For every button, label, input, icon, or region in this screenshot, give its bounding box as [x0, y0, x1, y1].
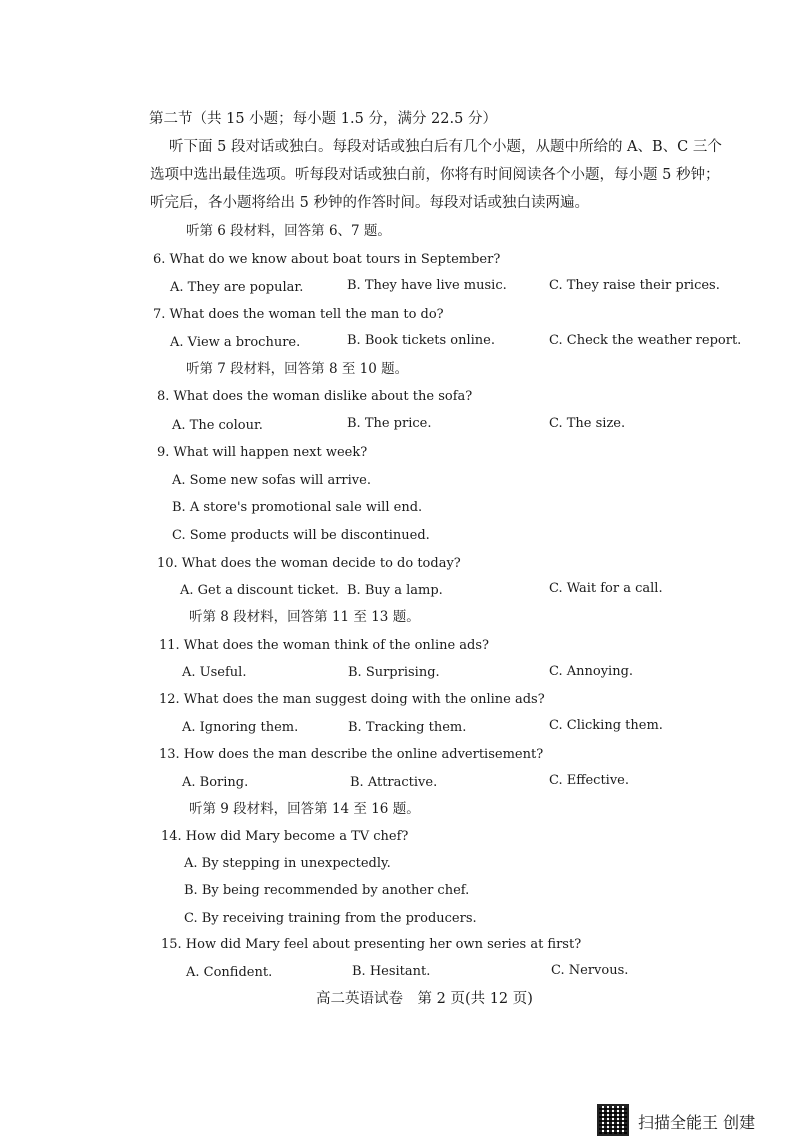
- question-6-option-c: C. They raise their prices.: [549, 278, 720, 293]
- question-13-option-c: C. Effective.: [549, 773, 629, 788]
- question-8-option-b: B. The price.: [347, 416, 432, 431]
- question-15-option-b: B. Hesitant.: [352, 964, 431, 979]
- qr-code-icon: [597, 1104, 629, 1136]
- question-14-option-c: C. By receiving training from the producers.: [184, 911, 477, 926]
- question-10-option-c: C. Wait for a call.: [549, 581, 663, 596]
- question-10: 10. What does the woman decide to do today?: [157, 556, 461, 571]
- question-12-option-c: C. Clicking them.: [549, 718, 663, 733]
- question-11: 11. What does the woman think of the online ads?: [159, 638, 490, 653]
- sub-instruction-4: 听第 9 段材料，回答第 14 至 16 题。: [189, 801, 420, 817]
- question-12-option-b: B. Tracking them.: [348, 720, 467, 735]
- page-footer: 高二英语试卷 第 2 页(共 12 页): [316, 991, 533, 1007]
- section-title: 第二节（共 15 小题；每小题 1.5 分，满分 22.5 分）: [149, 111, 497, 127]
- intro-line-1: 听下面 5 段对话或独白。每段对话或独白后有几个小题，从题中所给的 A、B、C 三个: [169, 139, 722, 155]
- question-14: 14. How did Mary become a TV chef?: [161, 829, 409, 844]
- question-8-option-a: A. The colour.: [172, 418, 263, 433]
- question-6-option-b: B. They have live music.: [347, 278, 507, 293]
- question-8-option-c: C. The size.: [549, 416, 626, 431]
- question-11-option-c: C. Annoying.: [549, 664, 634, 679]
- sub-instruction-1: 听第 6 段材料，回答第 6、7 题。: [186, 223, 391, 239]
- question-10-option-a: A. Get a discount ticket.: [180, 583, 339, 598]
- question-15-option-a: A. Confident.: [186, 965, 273, 980]
- question-6-option-a: A. They are popular.: [170, 280, 304, 295]
- question-7-option-a: A. View a brochure.: [170, 335, 301, 350]
- question-6: 6. What do we know about boat tours in September?: [153, 252, 501, 267]
- intro-line-2: 选项中选出最佳选项。听每段对话或独白前，你将有时间阅读各个小题，每小题 5 秒钟；: [150, 167, 720, 183]
- question-15-option-c: C. Nervous.: [551, 963, 629, 978]
- question-13-option-b: B. Attractive.: [350, 775, 438, 790]
- intro-line-3: 听完后，各小题将给出 5 秒钟的作答时间。每段对话或独白读两遍。: [150, 195, 589, 211]
- question-7-option-c: C. Check the weather report.: [549, 333, 742, 348]
- question-9: 9. What will happen next week?: [157, 445, 368, 460]
- question-15: 15. How did Mary feel about presenting her own series at first?: [161, 937, 582, 952]
- question-7-option-b: B. Book tickets online.: [347, 333, 496, 348]
- scanner-watermark: 扫描全能王 创建: [638, 1113, 756, 1132]
- question-13-option-a: A. Boring.: [182, 775, 249, 790]
- sub-instruction-3: 听第 8 段材料，回答第 11 至 13 题。: [189, 609, 420, 625]
- question-10-option-b: B. Buy a lamp.: [347, 583, 443, 598]
- question-9-option-c: C. Some products will be discontinued.: [172, 528, 430, 543]
- sub-instruction-2: 听第 7 段材料，回答第 8 至 10 题。: [186, 361, 409, 377]
- question-12-option-a: A. Ignoring them.: [182, 720, 299, 735]
- question-14-option-a: A. By stepping in unexpectedly.: [184, 856, 391, 871]
- question-11-option-b: B. Surprising.: [348, 665, 440, 680]
- question-9-option-a: A. Some new sofas will arrive.: [172, 473, 371, 488]
- question-14-option-b: B. By being recommended by another chef.: [184, 883, 470, 898]
- question-11-option-a: A. Useful.: [182, 665, 247, 680]
- question-9-option-b: B. A store's promotional sale will end.: [172, 500, 423, 515]
- question-12: 12. What does the man suggest doing with the online ads?: [159, 692, 545, 707]
- question-7: 7. What does the woman tell the man to do?: [153, 307, 444, 322]
- question-13: 13. How does the man describe the online advertisement?: [159, 747, 544, 762]
- question-8: 8. What does the woman dislike about the sofa?: [157, 389, 473, 404]
